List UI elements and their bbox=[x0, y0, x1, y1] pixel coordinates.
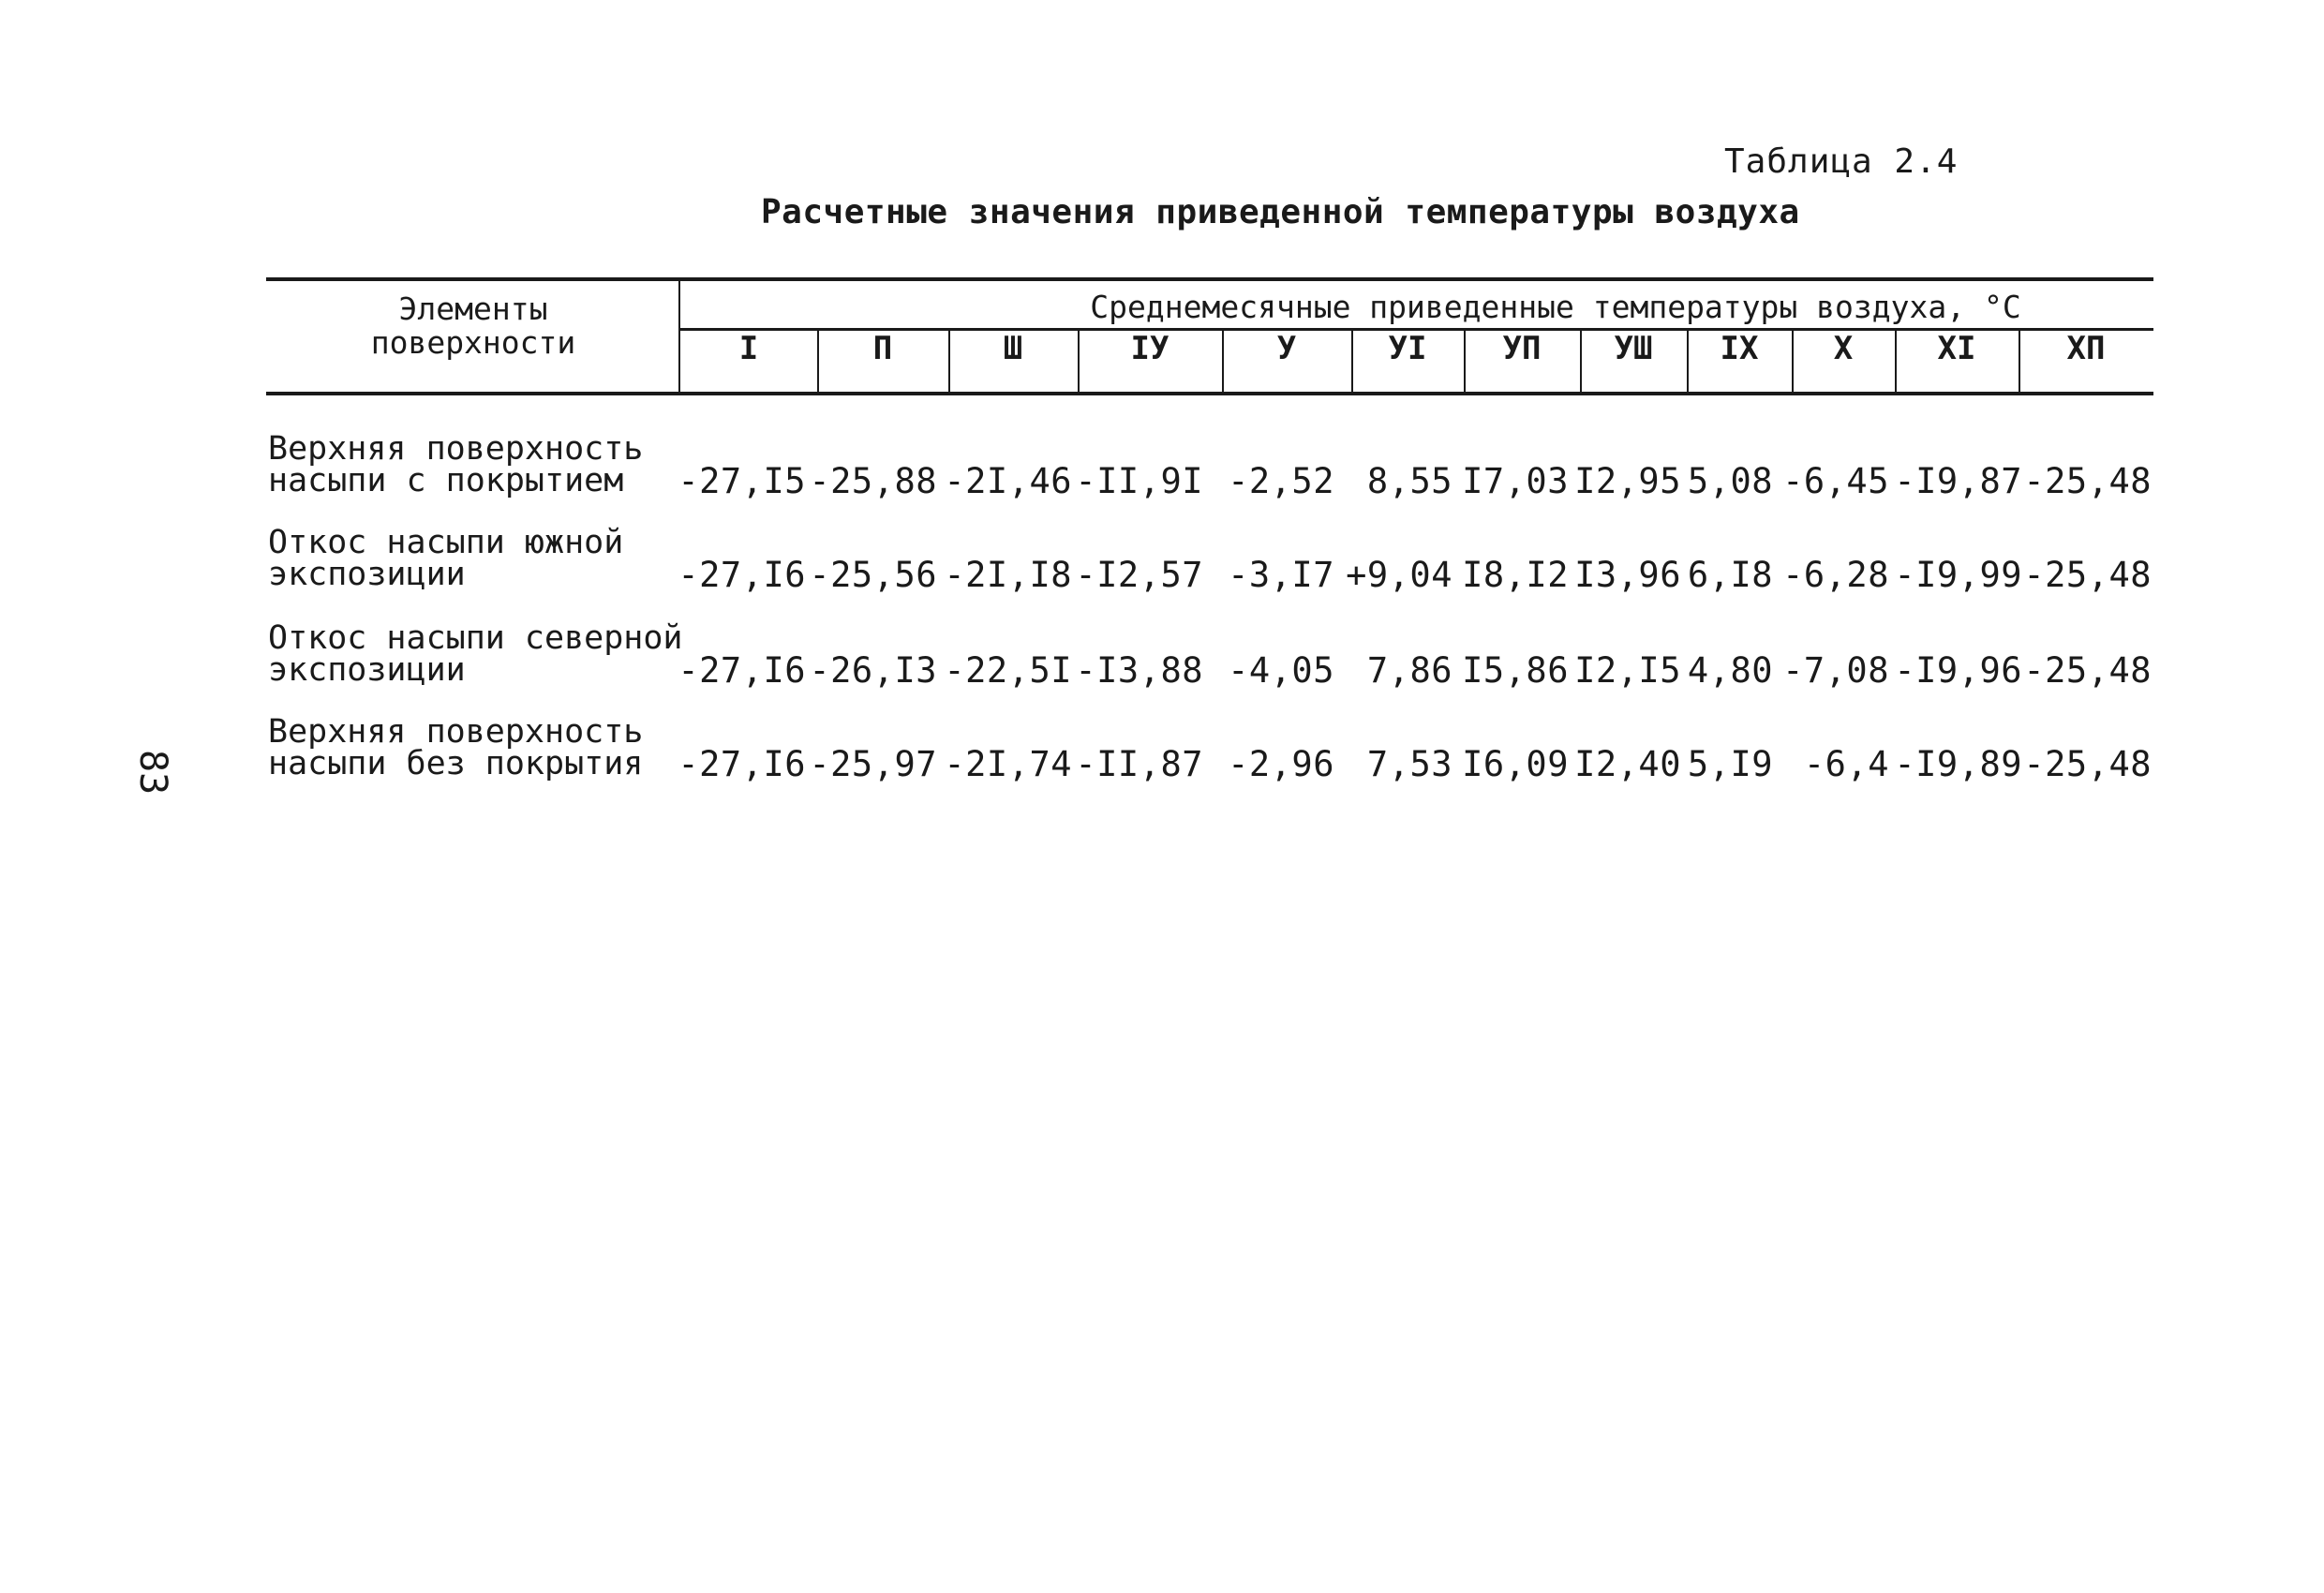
table-cell: -27,I5 bbox=[678, 461, 806, 501]
month-divider bbox=[948, 330, 950, 394]
month-divider bbox=[1078, 330, 1080, 394]
table-cell: -I3,88 bbox=[1075, 650, 1203, 691]
table-cell: -25,48 bbox=[2023, 461, 2152, 501]
page-number: 83 bbox=[131, 750, 174, 796]
month-header: УП bbox=[1502, 330, 1542, 367]
table-cell: -I9,96 bbox=[1894, 650, 2022, 691]
table-cell: 5,I9 bbox=[1687, 744, 1773, 784]
month-header: IУ bbox=[1130, 330, 1169, 367]
month-divider bbox=[1580, 330, 1582, 394]
table-title: Расчетные значения приведенной температуры воздуха bbox=[761, 193, 1800, 231]
table-cell: -2I,I8 bbox=[944, 555, 1072, 595]
table-cell: -27,I6 bbox=[678, 555, 806, 595]
table-cell: I2,40 bbox=[1574, 744, 1681, 784]
row-label: Откос насыпи северной экспозиции bbox=[268, 619, 683, 689]
table-cell: -2I,46 bbox=[944, 461, 1072, 501]
month-divider bbox=[1351, 330, 1353, 394]
table-cell: 7,53 bbox=[1366, 744, 1452, 784]
group-header: Среднемесячные приведенные температуры воздуха, °С bbox=[1090, 289, 2021, 325]
table-cell: -2,96 bbox=[1228, 744, 1334, 784]
table-cell: -6,45 bbox=[1782, 461, 1889, 501]
table-top-rule bbox=[266, 277, 2153, 281]
month-header: УШ bbox=[1614, 330, 1653, 367]
month-header: У bbox=[1276, 330, 1297, 367]
table-cell: -6,4 bbox=[1803, 744, 1889, 784]
table-cell: I2,I5 bbox=[1574, 650, 1681, 691]
table-cell: 5,08 bbox=[1687, 461, 1773, 501]
table-cell: I2,95 bbox=[1574, 461, 1681, 501]
table-cell: -2I,74 bbox=[944, 744, 1072, 784]
table-cell: -3,I7 bbox=[1228, 555, 1334, 595]
table-cell: -4,05 bbox=[1228, 650, 1334, 691]
table-cell: -27,I6 bbox=[678, 650, 806, 691]
elements-column-header: Элементы поверхности bbox=[370, 290, 576, 361]
header-bottom-rule bbox=[266, 392, 2153, 395]
table-cell: 7,86 bbox=[1366, 650, 1452, 691]
month-divider bbox=[1222, 330, 1224, 394]
month-header: X bbox=[1833, 330, 1854, 367]
table-cell: -6,28 bbox=[1782, 555, 1889, 595]
month-header: XП bbox=[2066, 330, 2106, 367]
table-cell: -26,I3 bbox=[809, 650, 937, 691]
month-divider bbox=[1792, 330, 1794, 394]
table-cell: I5,86 bbox=[1462, 650, 1569, 691]
table-cell: -I9,89 bbox=[1894, 744, 2022, 784]
table-cell: -25,97 bbox=[809, 744, 937, 784]
month-divider bbox=[1895, 330, 1897, 394]
table-cell: -II,87 bbox=[1075, 744, 1203, 784]
row-label: Верхняя поверхность насыпи без покрытия bbox=[268, 713, 644, 782]
table-cell: -25,48 bbox=[2023, 744, 2152, 784]
month-header: I bbox=[738, 330, 759, 367]
table-cell: I8,I2 bbox=[1462, 555, 1569, 595]
table-cell: I6,09 bbox=[1462, 744, 1569, 784]
table-cell: I3,96 bbox=[1574, 555, 1681, 595]
table-cell: -7,08 bbox=[1782, 650, 1889, 691]
month-divider bbox=[817, 330, 819, 394]
table-cell: 8,55 bbox=[1366, 461, 1452, 501]
table-number: Таблица 2.4 bbox=[1724, 142, 1959, 181]
table-cell: -I2,57 bbox=[1075, 555, 1203, 595]
table-cell: -22,5I bbox=[944, 650, 1072, 691]
table-cell: -I9,99 bbox=[1894, 555, 2022, 595]
month-divider bbox=[1687, 330, 1689, 394]
table-cell: -I9,87 bbox=[1894, 461, 2022, 501]
month-divider bbox=[2019, 330, 2020, 394]
month-header: Ш bbox=[1003, 330, 1023, 367]
month-divider bbox=[1464, 330, 1466, 394]
table-cell: +9,04 bbox=[1346, 555, 1452, 595]
table-cell: -II,9I bbox=[1075, 461, 1203, 501]
month-header: УI bbox=[1388, 330, 1427, 367]
table-cell: -2,52 bbox=[1228, 461, 1334, 501]
table-cell: -25,48 bbox=[2023, 555, 2152, 595]
table-cell: -25,48 bbox=[2023, 650, 2152, 691]
month-header: IX bbox=[1720, 330, 1759, 367]
row-label: Откос насыпи южной экспозиции bbox=[268, 524, 624, 593]
table-cell: 4,80 bbox=[1687, 650, 1773, 691]
table-cell: -25,56 bbox=[809, 555, 937, 595]
table-cell: -27,I6 bbox=[678, 744, 806, 784]
month-header: П bbox=[872, 330, 893, 367]
row-label: Верхняя поверхность насыпи с покрытием bbox=[268, 430, 644, 499]
table-cell: 6,I8 bbox=[1687, 555, 1773, 595]
table-cell: -25,88 bbox=[809, 461, 937, 501]
month-header: XI bbox=[1937, 330, 1976, 367]
table-cell: I7,03 bbox=[1462, 461, 1569, 501]
